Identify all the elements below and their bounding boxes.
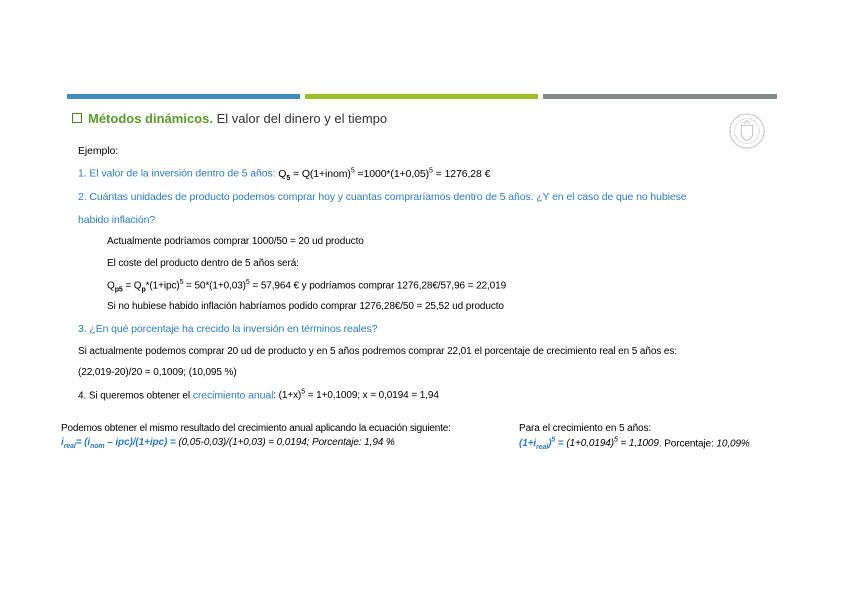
point-2-detail-b: El coste del producto dentro de 5 años será: xyxy=(107,258,299,269)
checkbox-bullet-icon xyxy=(72,113,82,123)
point-4-blue: crecimiento anual xyxy=(192,389,274,402)
point-4-rest: : $(1+x)^5 = 1+0,1009$; x = 0,0194 = 1,94 xyxy=(273,389,439,402)
point-4 xyxy=(78,389,439,401)
right-eq-blue: $(1+i_{real})^5$ = xyxy=(519,437,564,452)
example-label: Ejemplo: xyxy=(78,145,119,157)
point-4-label: 4. Si queremos obtener el xyxy=(78,390,193,402)
point-1 xyxy=(78,167,490,182)
point-2-detail-c: $Q_{p5} = Q_p*(1+ipc)^5 = 50*(1+0,03)^5 = 57,964$ € y podríamos comprar 1276,28€/57,96 = 22,019 xyxy=(107,279,507,294)
left-eq-blue: $i_{real}= (i_{nom} - ipc)/(1+ipc)$ = xyxy=(61,437,176,450)
left-equation xyxy=(61,437,395,450)
right-eq-rest: $(1+0,0194)^5 = 1,1009$ xyxy=(563,437,659,450)
point-2-detail-a: Actualmente podríamos comprar 1000/50 = 20 ud producto xyxy=(107,236,364,247)
header-bar-gray xyxy=(543,94,777,99)
university-seal-icon xyxy=(728,112,766,150)
point-2-line1: 2. Cuántas unidades de producto podemos comprar hoy y cuantas compraríamos dentro de 5 años. ¿Y en el caso de que no hubiese xyxy=(78,191,687,203)
point-3: 3. ¿En qué porcentaje ha crecido la inversión en términos reales? xyxy=(78,323,378,335)
right-note: Para el crecimiento en 5 años: xyxy=(519,423,652,434)
point-2-line2: habido inflación? xyxy=(78,214,156,226)
title-bold: Métodos dinámicos. xyxy=(88,111,213,126)
point-2-detail-d: Si no hubiese habido inflación habríamos podido comprar 1276,28€/50 = 25,52 ud producto xyxy=(107,301,504,312)
title-rest: El valor del dinero y el tiempo xyxy=(212,111,388,126)
left-note: Podemos obtener el mismo resultado del crecimiento anual aplicando la ecuación siguiente: xyxy=(61,423,451,434)
point-3-detail-b: (22,019-20)/20 = 0,1009; (10,095 %) xyxy=(78,367,237,378)
right-eq-pct: . Porcentaje: 10,09% xyxy=(658,438,750,450)
header-bar-green xyxy=(305,94,538,99)
point-1-formula: $Q_5$ = Q(1+inom)$^5$ $=1000*(1+0,05)^5 = 1276,28$ € xyxy=(278,167,491,182)
slide-title xyxy=(72,111,387,126)
header-bar-blue xyxy=(67,94,300,99)
left-eq-rest: (0,05-0,03)/(1+0,03) = 0,0194; Porcentaje: 1,94 % xyxy=(175,437,395,448)
point-1-label: 1. El valor de la inversión dentro de 5 años: xyxy=(78,167,279,180)
point-3-detail-a: Si actualmente podemos comprar 20 ud de producto y en 5 años podremos comprar 22,01 el porcentaje de crecimiento real en 5 años es: xyxy=(78,346,677,357)
right-equation xyxy=(519,437,750,451)
